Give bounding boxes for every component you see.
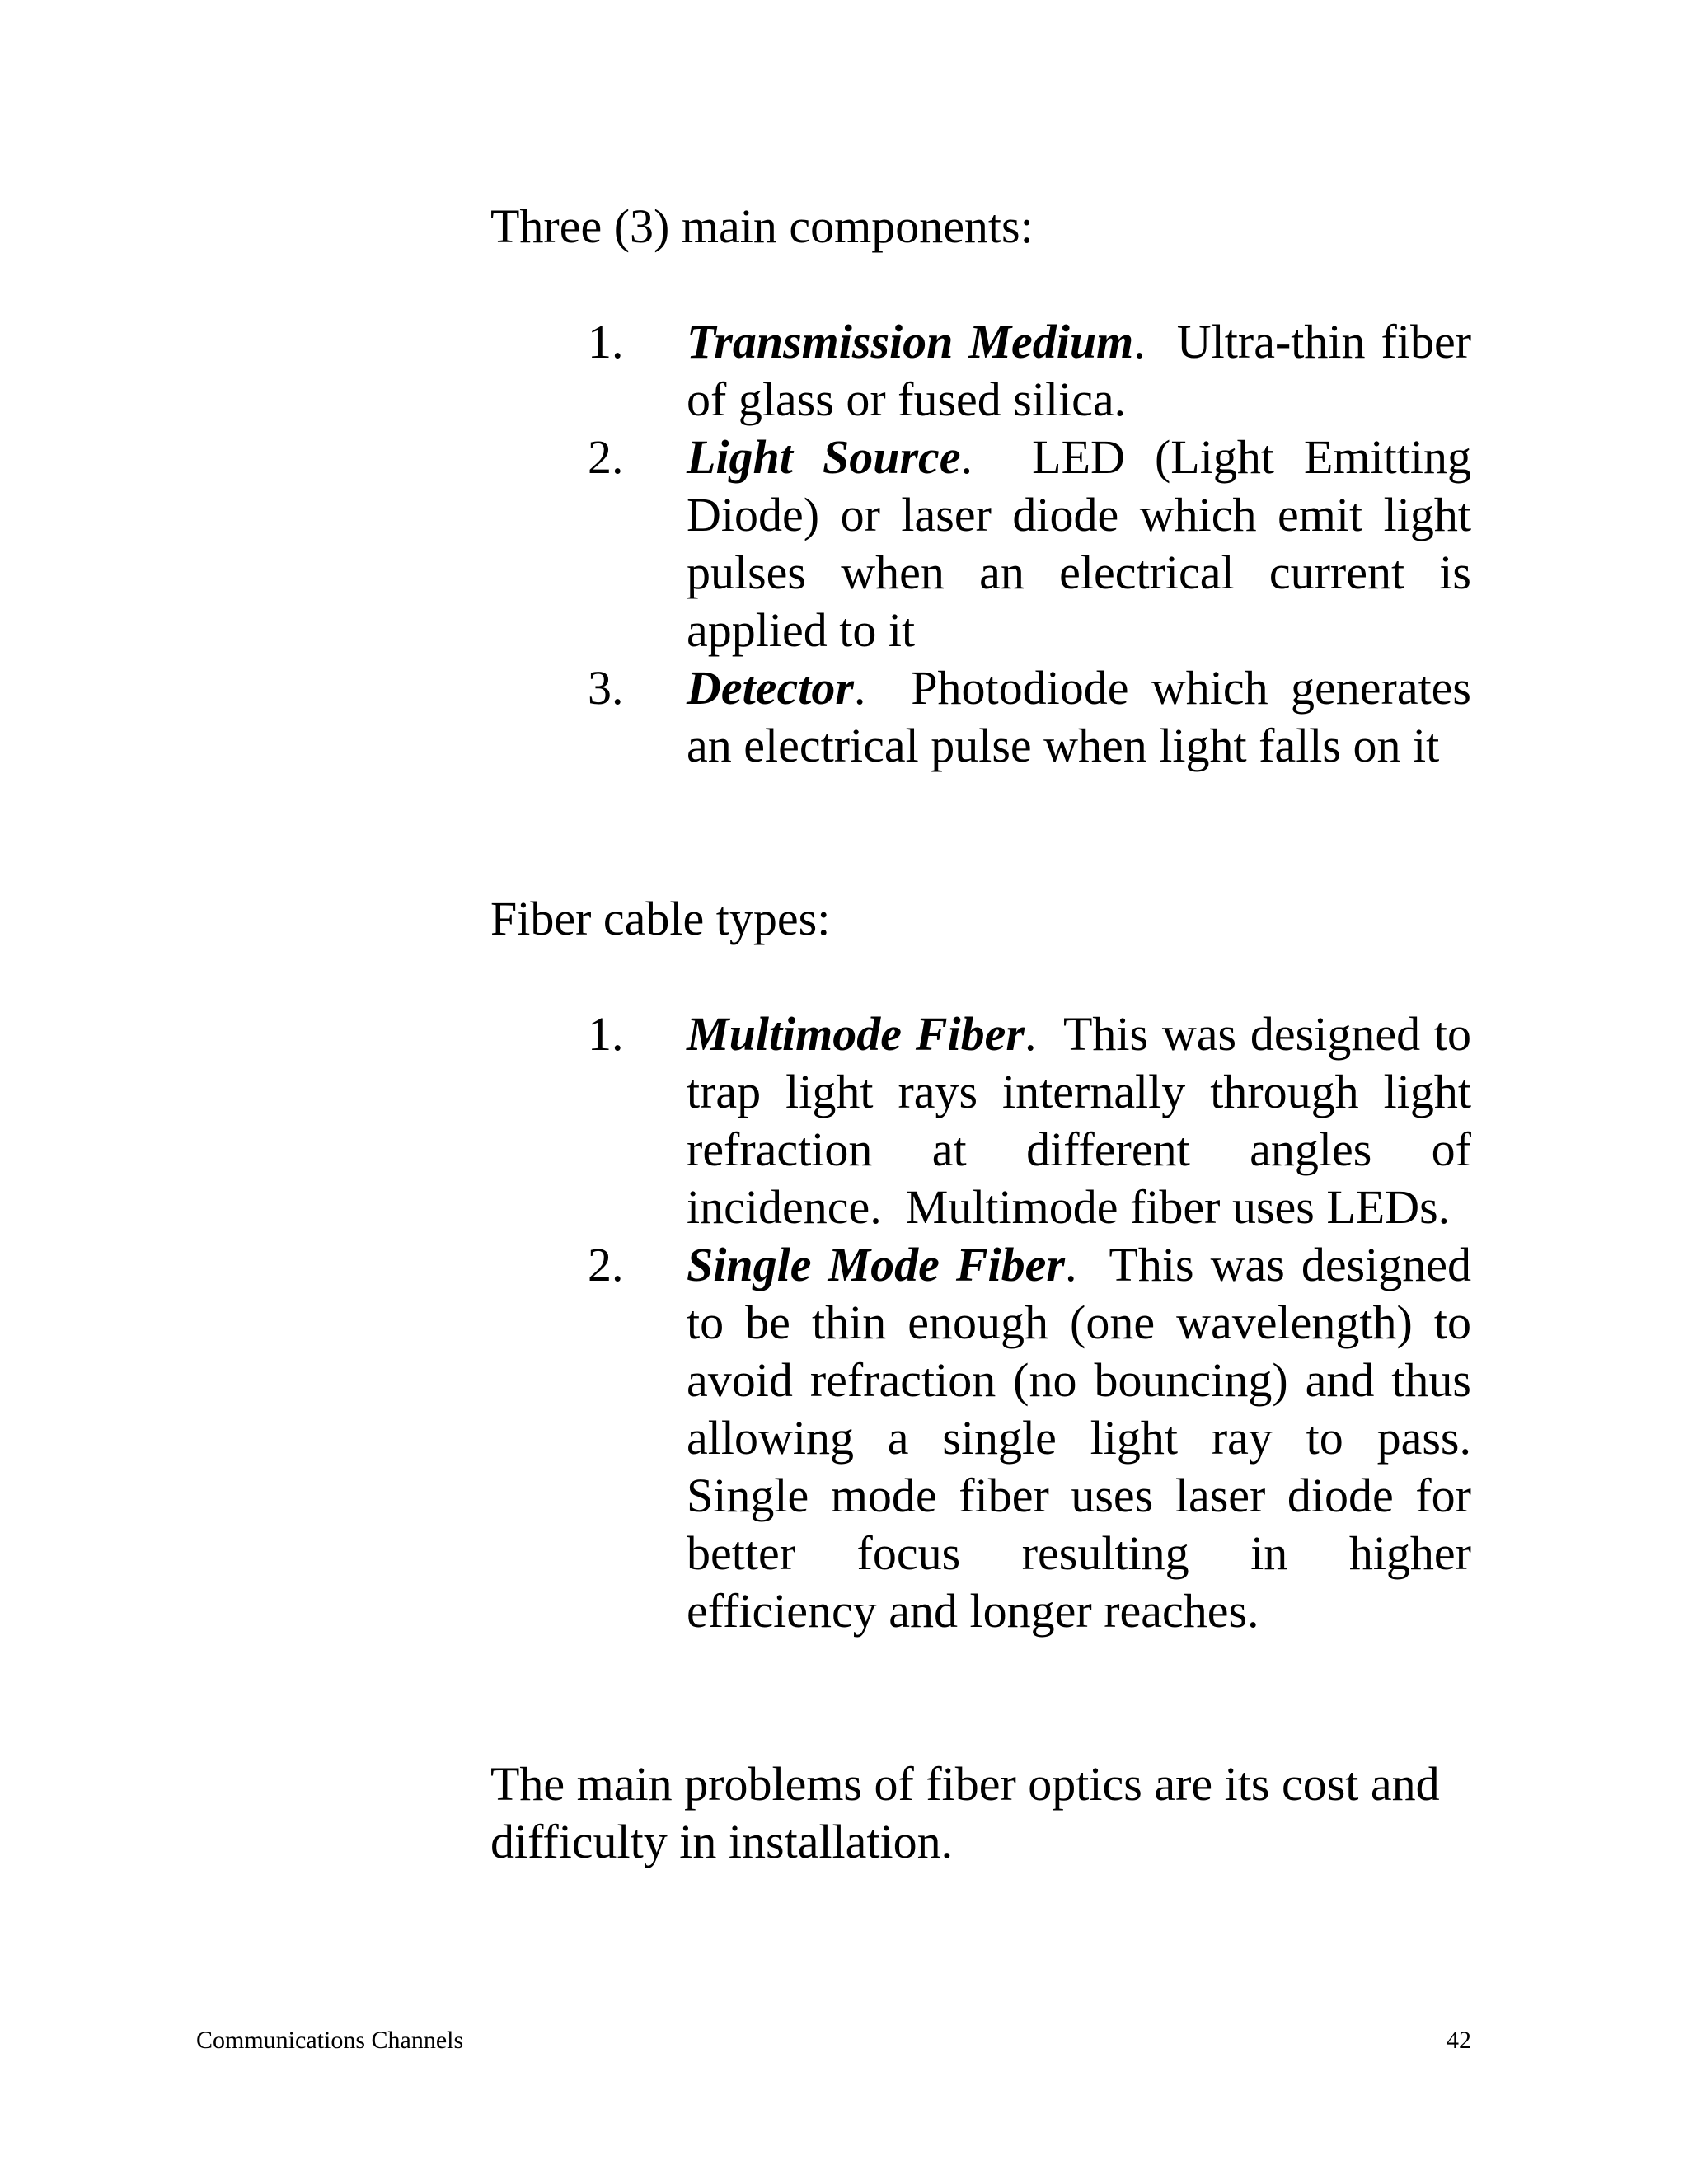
item-number: 2. <box>588 430 624 484</box>
item-description: Ultra-thin fiber of glass or fused silica. <box>687 315 1484 426</box>
item-period: . <box>960 430 973 484</box>
item-term: Multimode Fiber <box>687 1007 1025 1061</box>
item-description: This was designed to be thin enough (one wavelength) to avoid refraction (no bouncing) and thus allowing a single light ray to pass. Single mode fiber uses laser diode for better focus resulting in higher efficiency and longer reaches. <box>687 1238 1495 1638</box>
list-item <box>490 1005 1484 1236</box>
item-number: 2. <box>588 1238 624 1291</box>
components-heading: Three (3) main components: <box>490 199 1034 253</box>
fiber-types-list <box>490 1005 1495 1640</box>
list-item <box>490 1236 1495 1640</box>
list-item <box>490 429 1484 659</box>
item-term: Single Mode Fiber <box>687 1238 1065 1291</box>
page-content <box>490 198 1495 1871</box>
item-period: . <box>1024 1007 1037 1061</box>
fiber-types-heading: Fiber cable types: <box>490 892 831 945</box>
item-period: . <box>853 661 866 715</box>
item-term: Light Source <box>687 430 961 484</box>
item-period: . <box>1133 315 1146 368</box>
item-number: 3. <box>588 661 624 715</box>
footer-page-number: 42 <box>1447 2027 1471 2054</box>
closing-paragraph: The main problems of fiber optics are its cost and difficulty in installation. <box>490 1757 1440 1868</box>
item-description: Photodiode which generates an electrical pulse when light falls on it <box>687 661 1484 772</box>
list-item <box>490 659 1484 775</box>
item-term: Detector <box>687 661 854 715</box>
item-number: 1. <box>588 315 624 368</box>
footer-chapter-title: Communications Channels <box>196 2027 464 2054</box>
item-period: . <box>1064 1238 1077 1291</box>
item-number: 1. <box>588 1007 624 1061</box>
components-list <box>490 313 1484 775</box>
list-item <box>490 313 1484 429</box>
item-description: This was designed to trap light rays internally through light refraction at different angles of incidence. Multimode fiber uses LEDs. <box>687 1007 1484 1234</box>
item-term: Transmission Medium <box>687 315 1134 368</box>
item-description: LED (Light Emitting Diode) or laser diode which emit light pulses when an electrical current is applied to it <box>687 430 1484 657</box>
